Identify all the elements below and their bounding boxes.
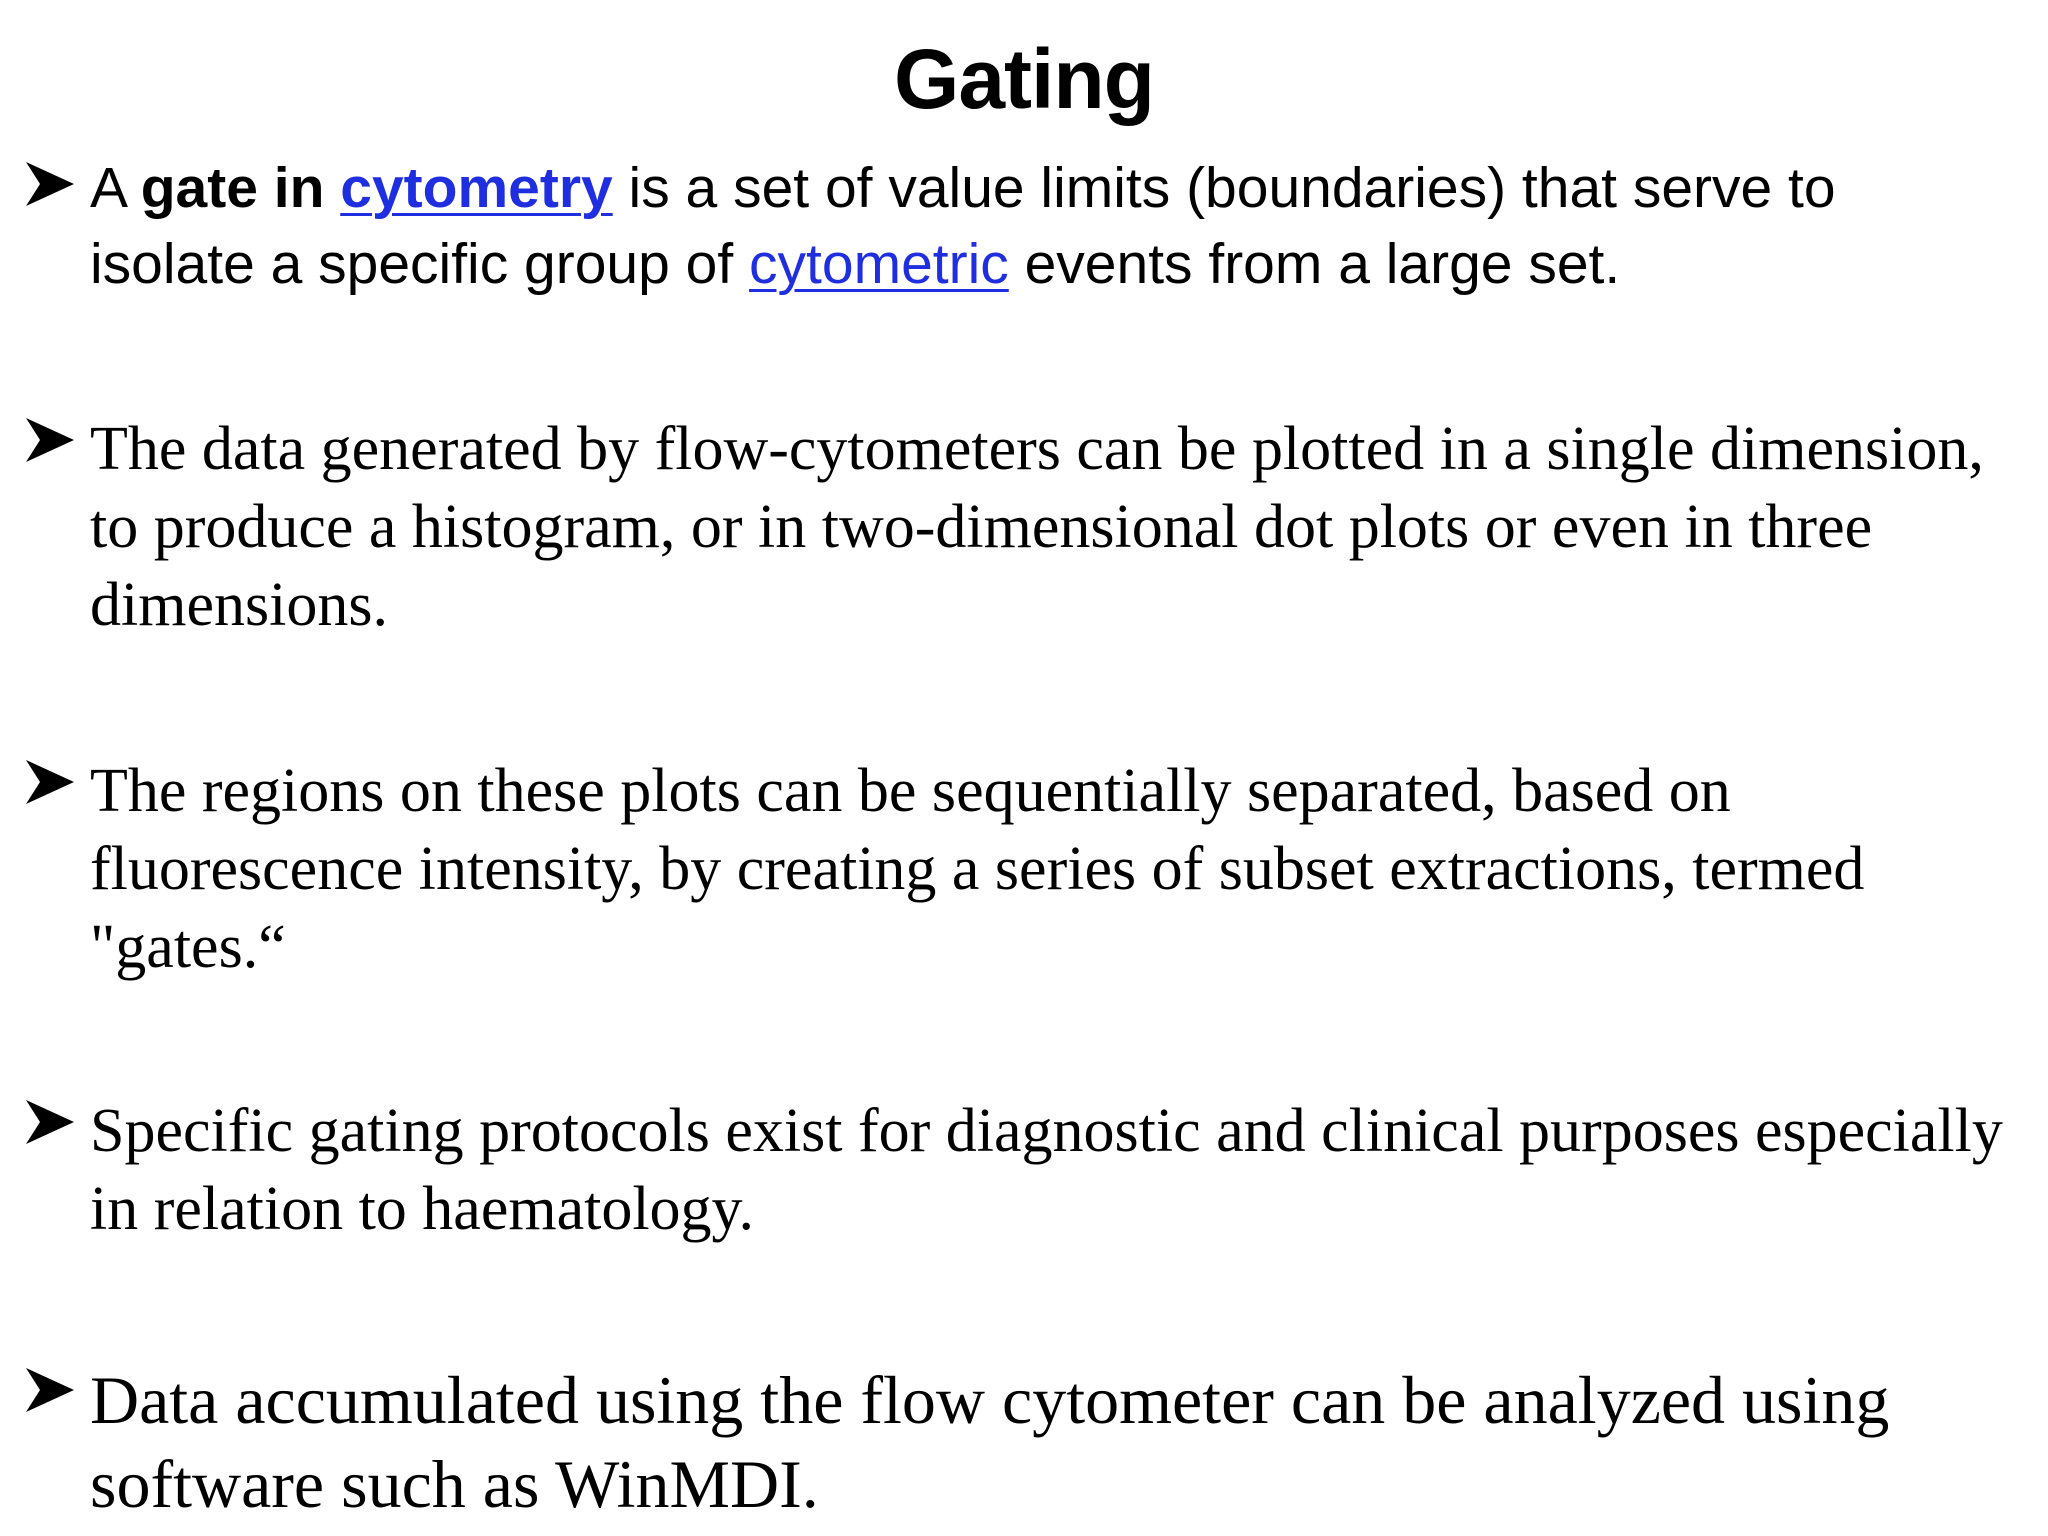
bullet-item-gating-protocols bbox=[24, 1092, 2014, 1252]
bullet-text: The data generated by flow-cytometers can be plotted in a single dimension, to produce a histogram, or in two-dimensional dot plots or even in three dimensions. bbox=[90, 415, 1984, 639]
bullet-text: The regions on these plots can be sequentially separated, based on fluorescence intensity, by creating a series of subset extractions, termed "gates.“ bbox=[90, 757, 1865, 981]
arrowhead-bullet-icon bbox=[24, 758, 76, 806]
arrowhead-bullet-icon bbox=[24, 160, 76, 208]
bullet-text bbox=[90, 150, 2014, 302]
arrowhead-bullet-icon bbox=[24, 1366, 76, 1414]
bullet-text: Specific gating protocols exist for diagnostic and clinical purposes especially in relation to haematology. bbox=[90, 1097, 2003, 1243]
slide-title: Gating bbox=[894, 32, 1154, 126]
bullet-item-gate-definition bbox=[24, 150, 2014, 310]
bullet-item-regions-gates bbox=[24, 752, 2014, 992]
bullet-item-software-analysis bbox=[24, 1358, 2014, 1528]
text-segment: A bbox=[90, 156, 141, 220]
link-cytometry[interactable]: cytometry bbox=[340, 156, 613, 220]
arrowhead-bullet-icon bbox=[24, 1098, 76, 1146]
text-segment: events from a large set. bbox=[1008, 232, 1621, 296]
bullet-text: Data accumulated using the flow cytometer can be analyzed using software such as WinMDI. bbox=[90, 1362, 1890, 1522]
text-segment: is a set of value limits (boundaries) that serve to isolate a specific group of bbox=[90, 156, 1836, 296]
bold-term: gate in bbox=[140, 156, 341, 220]
arrowhead-bullet-icon bbox=[24, 416, 76, 464]
link-cytometric[interactable]: cytometric bbox=[749, 232, 1009, 296]
bullet-item-data-plotting bbox=[24, 410, 2014, 650]
